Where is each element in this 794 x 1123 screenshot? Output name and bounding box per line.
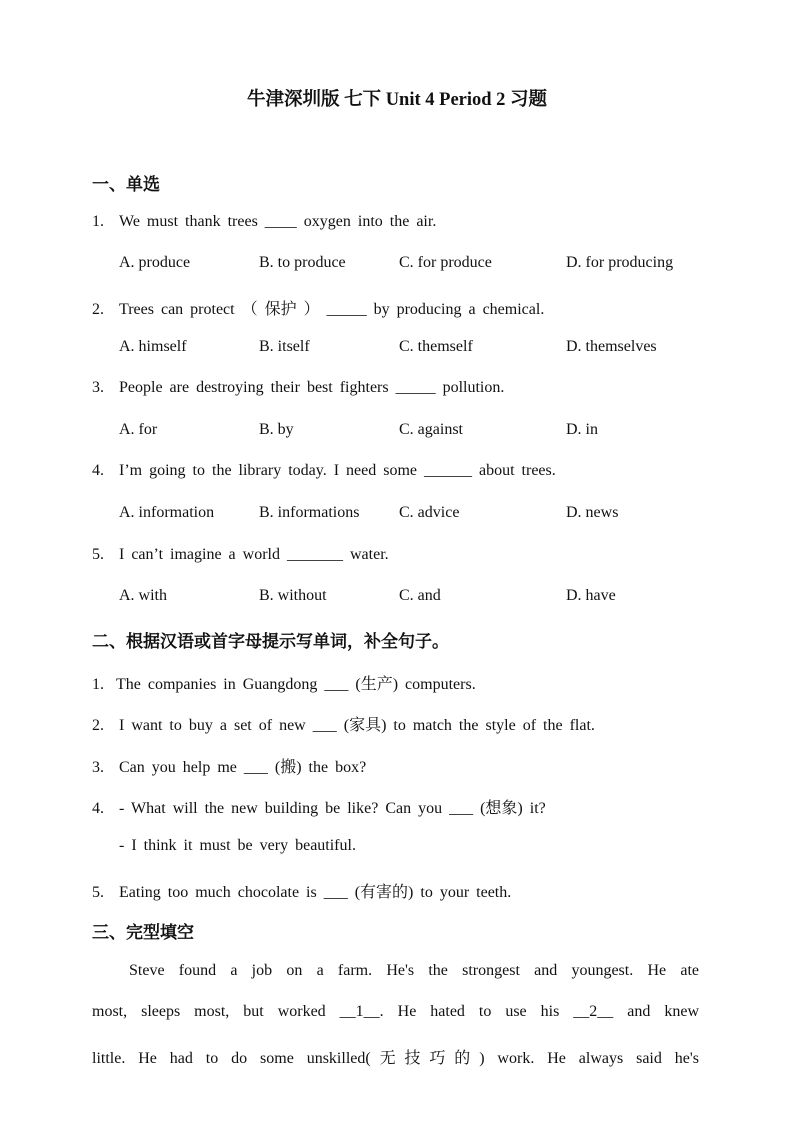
option-a: A. for xyxy=(119,421,158,438)
question-number: 4. xyxy=(92,462,104,479)
fill-item-4 xyxy=(92,795,546,818)
fill-item-3 xyxy=(92,754,366,777)
item-number: 5. xyxy=(92,884,104,901)
fill-item-1 xyxy=(92,671,476,694)
item-number: 3. xyxy=(92,759,104,776)
question-2 xyxy=(92,296,544,319)
option-d: D. news xyxy=(566,504,619,521)
option-a: A. with xyxy=(119,587,167,604)
option-b: B. by xyxy=(259,421,294,438)
option-c: C. and xyxy=(399,587,441,604)
question-text: People are destroying their best fighters _____ pollution. xyxy=(119,379,505,396)
option-d: D. have xyxy=(566,587,616,604)
question-number: 5. xyxy=(92,546,104,563)
question-5 xyxy=(92,546,389,564)
item-text: The companies in Guangdong ___ (生产) computers. xyxy=(116,676,476,693)
option-b: B. itself xyxy=(259,338,310,355)
option-c: C. themself xyxy=(399,338,473,355)
fill-item-2 xyxy=(92,712,595,735)
item-text: Eating too much chocolate is ___ (有害的) to your teeth. xyxy=(119,884,512,901)
item-number: 1. xyxy=(92,676,104,693)
page-title: 牛津深圳版 七下 Unit 4 Period 2 习题 xyxy=(246,90,548,110)
question-3 xyxy=(92,379,504,397)
item-text: I want to buy a set of new ___ (家具) to match the style of the flat. xyxy=(119,717,595,734)
option-a: A. produce xyxy=(119,254,191,271)
question-text: I’m going to the library today. I need some ______ about trees. xyxy=(119,462,556,479)
option-b: B. informations xyxy=(259,504,360,521)
option-b: B. to produce xyxy=(259,254,346,271)
item-number: 2. xyxy=(92,717,104,734)
option-d: D. for producing xyxy=(566,254,674,271)
cloze-line-3: little. He had to do some unskilled(无技巧的) work. He always said he's xyxy=(92,1050,699,1067)
section-heading-word-fill: 二、根据汉语或首字母提示写单词，补全句子。 xyxy=(92,632,449,651)
cloze-line-2: most, sleeps most, but worked __1__. He hated to use his __2__ and knew xyxy=(92,1003,699,1020)
item-text: Can you help me ___ (搬) the box? xyxy=(119,759,367,776)
option-d: D. themselves xyxy=(566,338,657,355)
fill-item-5 xyxy=(92,879,511,902)
question-text: We must thank trees ____ oxygen into the air. xyxy=(119,213,437,230)
item-text: - What will the new building be like? Can you ___ (想象) it? xyxy=(119,800,546,817)
question-4 xyxy=(92,462,556,480)
option-c: C. advice xyxy=(399,504,460,521)
item-number: 4. xyxy=(92,800,104,817)
option-c: C. against xyxy=(399,421,463,438)
option-a: A. himself xyxy=(119,338,187,355)
cloze-line-1: Steve found a job on a farm. He's the strongest and youngest. He ate xyxy=(129,962,699,979)
option-c: C. for produce xyxy=(399,254,492,271)
question-1 xyxy=(92,213,436,231)
option-d: D. in xyxy=(566,421,598,438)
question-number: 2. xyxy=(92,301,104,318)
question-number: 1. xyxy=(92,213,104,230)
question-number: 3. xyxy=(92,379,104,396)
fill-item-4-reply: - I think it must be very beautiful. xyxy=(119,837,356,854)
question-text: I can’t imagine a world _______ water. xyxy=(119,546,389,563)
section-heading-single-choice: 一、单选 xyxy=(92,175,160,194)
section-heading-cloze: 三、完型填空 xyxy=(92,923,194,942)
option-a: A. information xyxy=(119,504,215,521)
option-b: B. without xyxy=(259,587,327,604)
question-text: Trees can protect （ 保护 ） _____ by producing a chemical. xyxy=(119,301,545,318)
